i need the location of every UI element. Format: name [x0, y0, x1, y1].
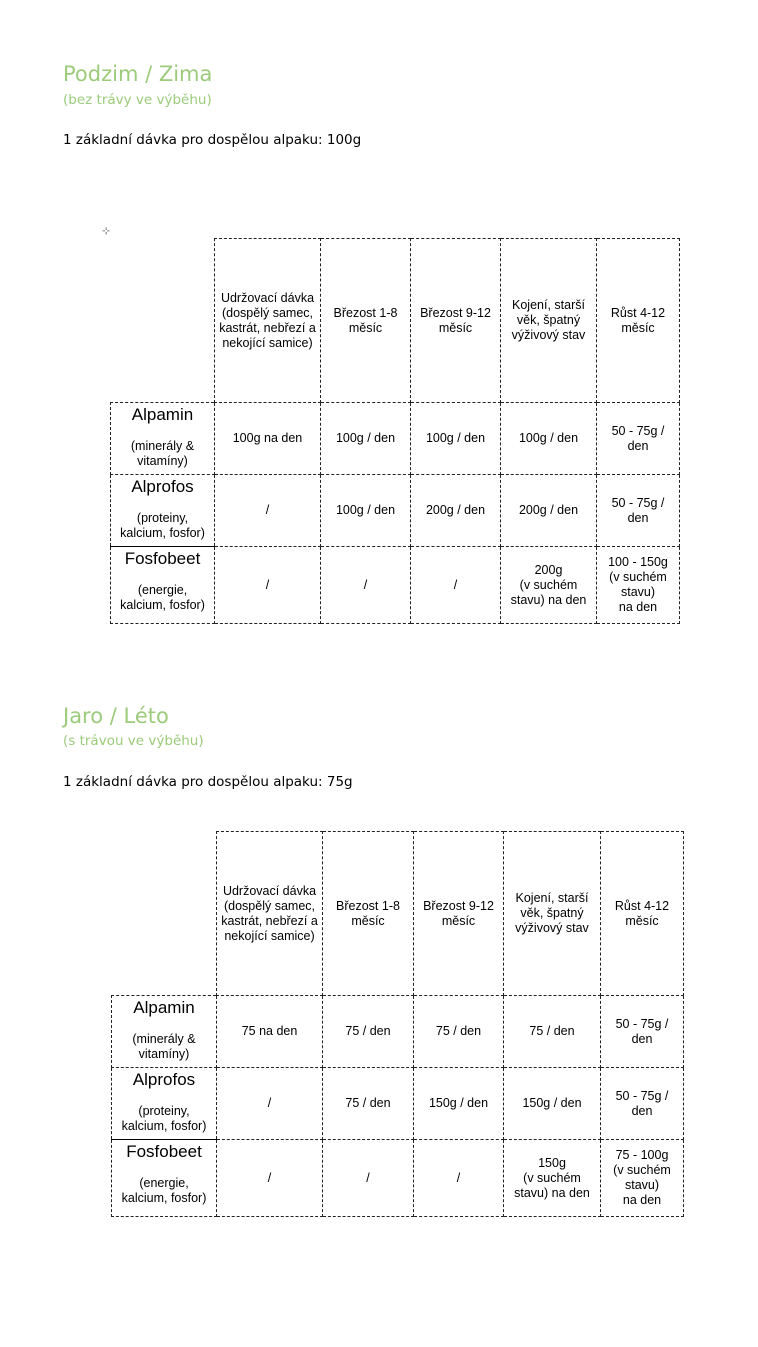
table-row [111, 547, 680, 624]
column-header: Březost 1-8 měsíc [323, 832, 414, 996]
column-header: Udržovací dávka (dospělý samec, kastrát, nebřezí a nekojící samice) [217, 832, 323, 996]
product-description: (energie, kalcium, fosfor) [120, 583, 205, 612]
section-subtitle: (bez trávy ve výběhu) [63, 92, 212, 108]
section-title: Jaro / Léto [63, 704, 169, 728]
table-row [112, 1068, 684, 1140]
column-header: Březost 9-12 měsíc [411, 239, 501, 403]
product-description: (minerály & vitamíny) [130, 439, 195, 468]
product-name: Alprofos [131, 477, 194, 496]
feed-table [110, 238, 680, 624]
table-cell: 100g / den [501, 403, 597, 475]
product-description: (minerály & vitamíny) [132, 1032, 196, 1061]
product-name: Alpamin [133, 998, 195, 1017]
row-header [111, 547, 215, 624]
product-name: Alprofos [132, 1070, 196, 1089]
product-name: Fosfobeet [124, 549, 201, 568]
table-cell: 100g / den [321, 475, 411, 547]
table-cell: 50 - 75g / den [597, 403, 680, 475]
table-move-handle-icon[interactable]: ⊹ [102, 226, 111, 237]
column-header: Březost 9-12 měsíc [414, 832, 504, 996]
table-cell: / [411, 547, 501, 624]
feed-table [111, 831, 684, 1217]
table-cell: 75 / den [504, 996, 601, 1068]
section-subtitle: (s trávou ve výběhu) [63, 733, 204, 749]
table-row [112, 1140, 684, 1217]
table-cell: 100g / den [411, 403, 501, 475]
table-cell: 75 - 100g (v suchém stavu) na den [601, 1140, 684, 1217]
product-description: (energie, kalcium, fosfor) [121, 1176, 207, 1205]
section-title: Podzim / Zima [63, 62, 213, 86]
row-header [111, 475, 215, 547]
table-cell: 50 - 75g / den [601, 1068, 684, 1140]
column-header: Růst 4-12 měsíc [597, 239, 680, 403]
table-cell: / [321, 547, 411, 624]
table-cell: 75 / den [323, 996, 414, 1068]
column-header: Udržovací dávka (dospělý samec, kastrát, nebřezí a nekojící samice) [215, 239, 321, 403]
row-header [112, 996, 217, 1068]
product-name: Fosfobeet [126, 1142, 202, 1161]
table-cell: 200g (v suchém stavu) na den [501, 547, 597, 624]
table-cell: 100 - 150g (v suchém stavu) na den [597, 547, 680, 624]
base-dose: 1 základní dávka pro dospělou alpaku: 75g [63, 774, 353, 790]
table-cell: 50 - 75g / den [597, 475, 680, 547]
column-header: Kojení, starší věk, špatný výživový stav [501, 239, 597, 403]
empty-corner [111, 239, 215, 403]
product-description: (proteiny, kalcium, fosfor) [120, 511, 205, 540]
table-cell: 150g / den [504, 1068, 601, 1140]
table-cell: 75 / den [323, 1068, 414, 1140]
column-header: Růst 4-12 měsíc [601, 832, 684, 996]
product-name: Alpamin [131, 405, 194, 424]
column-header: Březost 1-8 měsíc [321, 239, 411, 403]
empty-corner [112, 832, 217, 996]
row-header [111, 403, 215, 475]
row-header [112, 1068, 217, 1140]
table-cell: 100g / den [321, 403, 411, 475]
table-row [112, 996, 684, 1068]
table-cell: 100g na den [215, 403, 321, 475]
table-cell: / [215, 547, 321, 624]
table-cell: 150g / den [414, 1068, 504, 1140]
table-cell: 75 / den [414, 996, 504, 1068]
table-cell: 50 - 75g / den [601, 996, 684, 1068]
table-cell: 200g / den [411, 475, 501, 547]
table-row [111, 403, 680, 475]
table-cell: 75 na den [217, 996, 323, 1068]
table-cell: / [414, 1140, 504, 1217]
column-header: Kojení, starší věk, špatný výživový stav [504, 832, 601, 996]
table-cell: / [217, 1140, 323, 1217]
table-cell: 150g (v suchém stavu) na den [504, 1140, 601, 1217]
table-cell: / [217, 1068, 323, 1140]
table-cell: / [215, 475, 321, 547]
table-cell: / [323, 1140, 414, 1217]
base-dose: 1 základní dávka pro dospělou alpaku: 100g [63, 132, 362, 148]
row-header [112, 1140, 217, 1217]
table-cell: 200g / den [501, 475, 597, 547]
product-description: (proteiny, kalcium, fosfor) [121, 1104, 207, 1133]
table-row [111, 475, 680, 547]
